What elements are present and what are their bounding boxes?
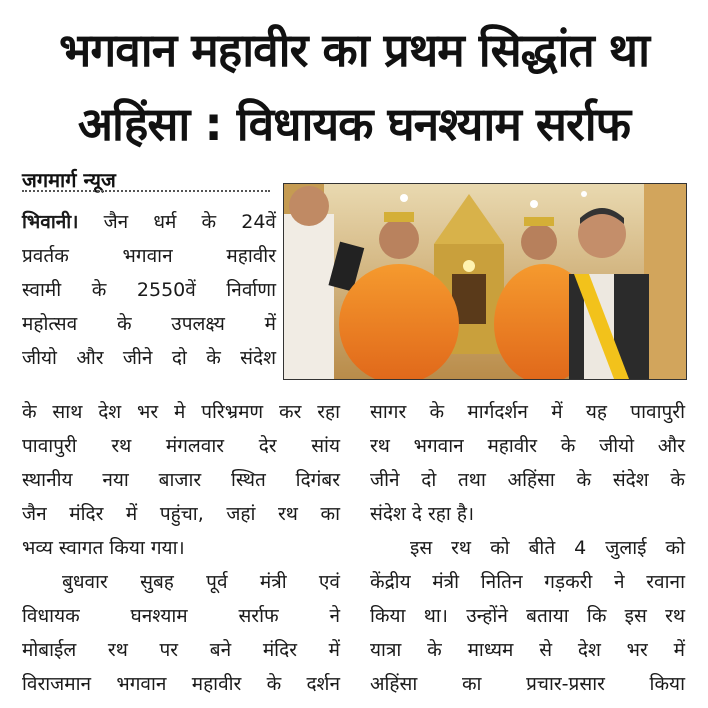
col2-line-5: इस रथ को बीते 4 जुलाई को (410, 537, 685, 559)
col2-line-2: रथ भगवान महावीर के जीयो और (370, 435, 685, 457)
byline: जगमार्ग न्यूज (22, 168, 116, 192)
col1-line-1-text: जैन धर्म के 24वें (103, 211, 276, 233)
col2-line-7: किया था। उन्होंने बताया कि इस रथ (370, 605, 685, 627)
col1-line-5: जीयो और जीने दो के संदेश (22, 347, 276, 369)
col1-line-2: प्रवर्तक भगवान महावीर (22, 245, 276, 267)
headline-line-2: अहिंसा : विधायक घनश्याम सर्राफ (77, 97, 631, 151)
col1-line-11: बुधवार सुबह पूर्व मंत्री एवं (62, 571, 340, 593)
col1-line-10: भव्य स्वागत किया गया। (22, 537, 185, 559)
col1-line-6: के साथ देश भर मे परिभ्रमण कर रहा (22, 401, 340, 423)
col2-line-4: संदेश दे रहा है। (370, 503, 475, 525)
dateline-place: भिवानी। (22, 211, 79, 233)
col1-line-14: विराजमान भगवान महावीर के दर्शन (22, 673, 340, 695)
col1-line-9: जैन मंदिर में पहुंचा, जहां रथ का (22, 503, 340, 525)
col2-line-1: सागर के मार्गदर्शन में यह पावापुरी (370, 401, 685, 423)
news-photo (283, 183, 687, 380)
col1-line-12: विधायक घनश्याम सर्राफ ने (22, 605, 340, 627)
col1-line-13: मोबाईल रथ पर बने मंदिर में (22, 639, 340, 661)
col1-line-3: स्वामी के 2550वें निर्वाणा (22, 279, 276, 301)
news-photo-temple-ceremony-icon (284, 184, 686, 379)
col1-line-8: स्थानीय नया बाजार स्थित दिगंबर (22, 469, 340, 491)
col1-line-7: पावापुरी रथ मंगलवार देर सांय (22, 435, 340, 457)
col2-line-9: अहिंसा का प्रचार-प्रसार किया (370, 673, 685, 695)
col2-line-8: यात्रा के माध्यम से देश भर में (370, 639, 685, 661)
col1-line-4: महोत्सव के उपलक्ष्य में (22, 313, 276, 335)
col2-line-6: केंद्रीय मंत्री नितिन गड़करी ने रवाना (370, 571, 685, 593)
byline-divider (22, 190, 270, 192)
headline-line-1: भगवान महावीर का प्रथम सिद्धांत था (58, 23, 649, 77)
col1-line-1 (22, 208, 276, 236)
col2-line-3: जीने दो तथा अहिंसा के संदेश के (370, 469, 685, 491)
